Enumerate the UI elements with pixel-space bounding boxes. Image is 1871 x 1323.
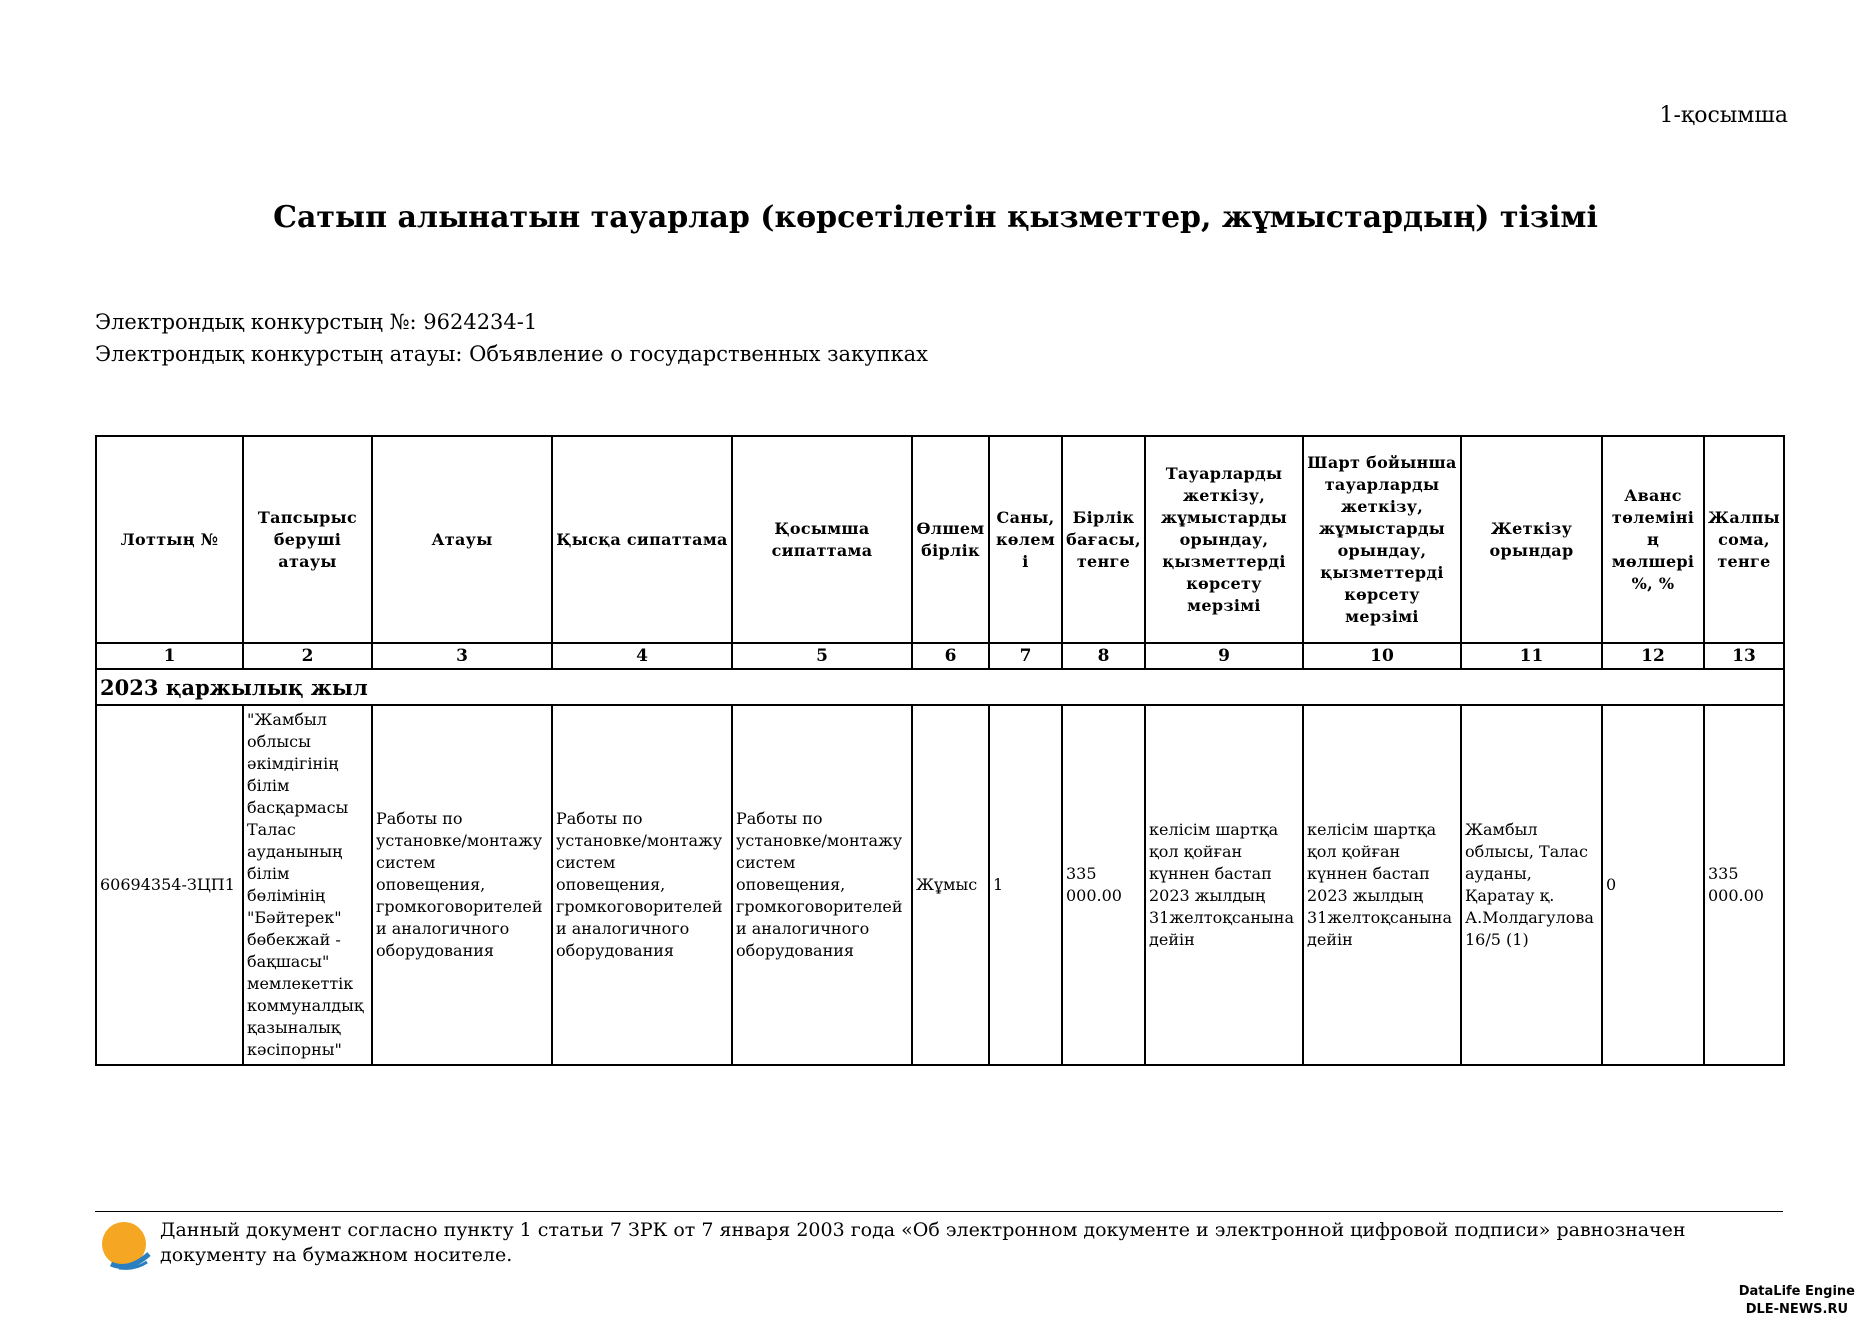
cell-lot-number: 60694354-ЗЦП1	[96, 705, 243, 1065]
cell-contract-term: келісім шартқа қол қойған күннен бастап 2023 жылдың 31желтоқсанына дейін	[1303, 705, 1461, 1065]
column-number: 13	[1704, 643, 1784, 669]
header-delivery-place: Жеткізу орындар	[1461, 436, 1602, 643]
document-title: Сатып алынатын тауарлар (көрсетілетін қызметтер, жұмыстардың) тізімі	[273, 200, 1598, 235]
header-quantity: Саны, көлемі	[989, 436, 1062, 643]
column-number: 11	[1461, 643, 1602, 669]
cell-delivery-term: келісім шартқа қол қойған күннен бастап 2023 жылдың 31желтоқсанына дейін	[1145, 705, 1303, 1065]
watermark	[1739, 1283, 1855, 1319]
lots-table	[95, 435, 1785, 1066]
footer-divider	[95, 1211, 1783, 1212]
header-unit: Өлшем бірлік	[912, 436, 989, 643]
header-advance: Аванс төлемінің мөлшері %, %	[1602, 436, 1704, 643]
header-delivery-term: Тауарларды жеткізу, жұмыстарды орындау, қызметтерді көрсету мерзімі	[1145, 436, 1303, 643]
cell-name: Работы по установке/монтажу систем оповещения, громкоговорителей и аналогичного оборудования	[372, 705, 552, 1065]
legal-footer-text: Данный документ согласно пункту 1 статьи 7 ЗРК от 7 января 2003 года «Об электронном документе и электронной цифровой подписи» равнозначен документу на бумажном носителе.	[160, 1219, 1686, 1266]
cell-extra-description: Работы по установке/монтажу систем оповещения, громкоговорителей и аналогичного оборудования	[732, 705, 912, 1065]
column-number: 7	[989, 643, 1062, 669]
header-contract-term: Шарт бойынша тауарларды жеткізу, жұмыстарды орындау, қызметтерді көрсету мерзімі	[1303, 436, 1461, 643]
column-number: 9	[1145, 643, 1303, 669]
column-number: 8	[1062, 643, 1145, 669]
header-total: Жалпы сома, тенге	[1704, 436, 1784, 643]
header-lot-number: Лоттың №	[96, 436, 243, 643]
column-number: 4	[552, 643, 732, 669]
contest-name: Электрондық конкурстың атауы: Объявление о государственных закупках	[95, 342, 929, 366]
column-number: 5	[732, 643, 912, 669]
table-row	[96, 705, 1784, 1065]
header-customer: Тапсырыс беруші атауы	[243, 436, 372, 643]
column-number: 10	[1303, 643, 1461, 669]
column-number: 2	[243, 643, 372, 669]
watermark-line-2: DLE-NEWS.RU	[1745, 1302, 1849, 1317]
appendix-label: 1-қосымша	[1659, 103, 1788, 128]
header-extra-description: Қосымша сипаттама	[732, 436, 912, 643]
cell-total: 335 000.00	[1704, 705, 1784, 1065]
column-number: 3	[372, 643, 552, 669]
cell-short-description: Работы по установке/монтажу систем оповещения, громкоговорителей и аналогичного оборудования	[552, 705, 732, 1065]
cell-delivery-place: Жамбыл облысы, Талас ауданы, Қаратау қ. А.Молдагулова 16/5 (1)	[1461, 705, 1602, 1065]
contest-number: Электрондық конкурстың №: 9624234-1	[95, 310, 538, 334]
seal-icon	[99, 1218, 153, 1276]
year-row	[96, 669, 1784, 705]
cell-advance: 0	[1602, 705, 1704, 1065]
header-short-description: Қысқа сипаттама	[552, 436, 732, 643]
cell-unit-price: 335 000.00	[1062, 705, 1145, 1065]
cell-unit: Жұмыс	[912, 705, 989, 1065]
column-number-row	[96, 643, 1784, 669]
header-name: Атауы	[372, 436, 552, 643]
header-unit-price: Бірлік бағасы, тенге	[1062, 436, 1145, 643]
cell-quantity: 1	[989, 705, 1062, 1065]
column-number: 12	[1602, 643, 1704, 669]
column-number: 1	[96, 643, 243, 669]
watermark-line-1: DataLife Engine	[1738, 1284, 1855, 1299]
cell-customer: "Жамбыл облысы әкімдігінің білім басқармасы Талас ауданының білім бөлімінің "Бәйтерек" бөбекжай - бақшасы" мемлекеттік коммуналдық қазыналық кәсіпорны"	[243, 705, 372, 1065]
column-number: 6	[912, 643, 989, 669]
contest-info	[95, 306, 928, 370]
financial-year-label: 2023 қаржылық жыл	[96, 669, 1784, 705]
header-row	[96, 436, 1784, 643]
